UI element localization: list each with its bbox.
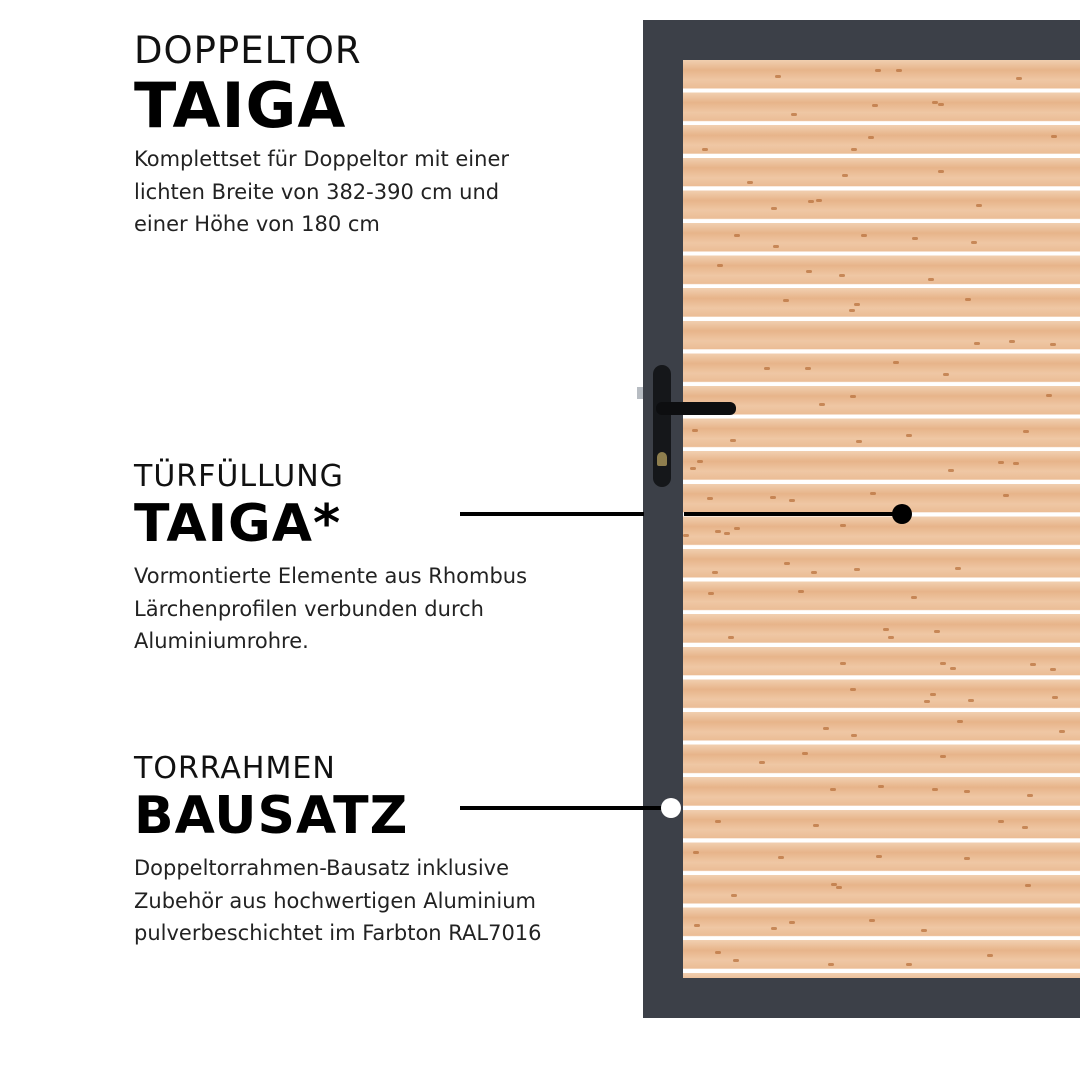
wood-knot	[791, 113, 797, 116]
wood-knot	[1009, 340, 1015, 343]
wood-knot	[868, 136, 874, 139]
wood-knot	[1059, 730, 1065, 733]
wood-knot	[940, 662, 946, 665]
wood-knot	[707, 497, 713, 500]
description-line: Komplettset für Doppeltor mit einer	[134, 147, 510, 171]
wood-knot	[964, 857, 970, 860]
wood-knot	[869, 919, 875, 922]
wood-knot	[764, 367, 770, 370]
wood-knot	[896, 69, 902, 72]
wood-knot	[870, 492, 876, 495]
wood-knot	[851, 734, 857, 737]
callout-line-rahmen	[460, 806, 662, 810]
wood-knot	[783, 299, 789, 302]
description-line: einer Höhe von 180 cm	[134, 212, 380, 236]
tuerfuellung-kicker: TÜRFÜLLUNG	[134, 459, 344, 494]
description-line: pulverbeschichtet im Farbton RAL7016	[134, 921, 542, 945]
wood-knot	[968, 699, 974, 702]
wood-knot	[854, 568, 860, 571]
wood-knot	[940, 755, 946, 758]
wood-knot	[998, 461, 1004, 464]
wood-knot	[850, 688, 856, 691]
wood-knot	[850, 395, 856, 398]
wood-knot	[806, 270, 812, 273]
wood-knot	[734, 234, 740, 237]
wood-knot	[1003, 494, 1009, 497]
handle-plate	[653, 365, 671, 487]
wood-knot	[928, 278, 934, 281]
wood-knot	[730, 439, 736, 442]
wood-knot	[1027, 794, 1033, 797]
wood-knot	[965, 298, 971, 301]
wood-knot	[842, 174, 848, 177]
wood-knot	[836, 886, 842, 889]
wood-knot	[883, 628, 889, 631]
wood-knot	[840, 524, 846, 527]
torrahmen-description	[134, 852, 542, 950]
wood-knot	[888, 636, 894, 639]
wood-knot	[856, 440, 862, 443]
wood-knot	[733, 959, 739, 962]
wood-knot	[1016, 77, 1022, 80]
wood-knot	[775, 75, 781, 78]
wood-knot	[798, 590, 804, 593]
description-line: Zubehör aus hochwertigen Aluminium	[134, 888, 536, 913]
wood-knot	[906, 434, 912, 437]
wood-knot	[976, 204, 982, 207]
wood-knot	[1022, 826, 1028, 829]
wood-knot	[694, 924, 700, 927]
lock-cylinder	[657, 452, 667, 466]
wood-knot	[934, 630, 940, 633]
torrahmen-kicker: TORRAHMEN	[134, 751, 336, 786]
wood-knot	[697, 460, 703, 463]
wood-knot	[938, 170, 944, 173]
wood-knot	[805, 367, 811, 370]
doppeltor-headline: TAIGA	[134, 69, 347, 142]
wood-knot	[1050, 343, 1056, 346]
wood-knot	[930, 693, 936, 696]
wood-knot	[813, 824, 819, 827]
wood-knot	[811, 571, 817, 574]
wood-knot	[932, 788, 938, 791]
wood-knot	[715, 951, 721, 954]
wood-knot	[840, 662, 846, 665]
wood-knot	[819, 403, 825, 406]
doppeltor-kicker: DOPPELTOR	[134, 29, 362, 72]
wood-knot	[808, 200, 814, 203]
wood-knot	[728, 636, 734, 639]
wood-knot	[778, 856, 784, 859]
wood-knot	[998, 820, 1004, 823]
wood-knot	[893, 361, 899, 364]
doppeltor-description	[134, 143, 509, 241]
wood-knot	[1046, 394, 1052, 397]
wood-knot	[1050, 668, 1056, 671]
wood-knot	[789, 921, 795, 924]
wood-knot	[830, 788, 836, 791]
wood-knot	[964, 790, 970, 793]
wood-knot	[875, 69, 881, 72]
wood-knot	[924, 700, 930, 703]
wood-knot	[950, 667, 956, 670]
wood-knot	[692, 429, 698, 432]
tuerfuellung-headline: TAIGA*	[134, 494, 342, 554]
wood-knot	[872, 104, 878, 107]
wood-knot	[731, 894, 737, 897]
wood-knot	[712, 571, 718, 574]
wood-knot	[948, 469, 954, 472]
wood-knot	[724, 532, 730, 535]
wood-knot	[911, 596, 917, 599]
doppeltor-section	[134, 29, 510, 241]
wood-knot	[851, 148, 857, 151]
callout-line-fuellung-left	[460, 512, 644, 516]
wood-knot	[987, 954, 993, 957]
wood-knot	[854, 303, 860, 306]
description-line: Doppeltorrahmen-Bausatz inklusive	[134, 856, 510, 880]
description-line: Aluminiumrohre.	[134, 629, 309, 653]
door-handle	[656, 402, 736, 415]
wood-knot	[1030, 663, 1036, 666]
wood-knot	[1051, 135, 1057, 138]
wood-knot	[759, 761, 765, 764]
wood-knot	[1013, 462, 1019, 465]
wood-knot	[876, 855, 882, 858]
wood-knot	[839, 274, 845, 277]
hinge-pin	[637, 387, 643, 399]
wood-knot	[828, 963, 834, 966]
wood-knot	[878, 785, 884, 788]
tuerfuellung-description	[134, 560, 527, 658]
wood-knot	[770, 496, 776, 499]
description-line: Vormontierte Elemente aus Rhombus	[134, 564, 528, 588]
tuerfuellung-section	[134, 459, 528, 658]
torrahmen-section	[134, 751, 542, 950]
description-line: Lärchenprofilen verbunden durch	[134, 596, 484, 621]
wood-knot	[816, 199, 822, 202]
callout-dot-fuellung	[892, 504, 912, 524]
wood-knot	[938, 103, 944, 106]
wood-knot	[921, 929, 927, 932]
wood-knot	[717, 264, 723, 267]
wood-knot	[943, 373, 949, 376]
wood-knot	[715, 820, 721, 823]
wood-knot	[1023, 430, 1029, 433]
wood-knot	[1025, 884, 1031, 887]
wood-knot	[957, 720, 963, 723]
wood-knot	[861, 234, 867, 237]
wood-knot	[831, 883, 837, 886]
wood-knot	[955, 567, 961, 570]
wood-knot	[802, 752, 808, 755]
wood-knot	[683, 534, 689, 537]
wood-knot	[747, 181, 753, 184]
wood-knot	[773, 245, 779, 248]
wood-knot	[715, 530, 721, 533]
wood-knot	[823, 727, 829, 730]
wood-knot	[971, 241, 977, 244]
description-line: lichten Breite von 382-390 cm und	[134, 179, 500, 204]
wood-knot	[849, 309, 855, 312]
wood-knot	[1052, 696, 1058, 699]
wood-knot	[690, 467, 696, 470]
wood-knot	[784, 562, 790, 565]
wood-knot	[693, 851, 699, 854]
torrahmen-headline: BAUSATZ	[134, 786, 409, 846]
wood-knot	[789, 499, 795, 502]
wood-knot	[906, 963, 912, 966]
wood-knot	[912, 237, 918, 240]
wood-knot	[771, 207, 777, 210]
wood-knot	[702, 148, 708, 151]
callout-dot-rahmen	[661, 798, 681, 818]
wood-knot	[974, 342, 980, 345]
callout-line-fuellung-right	[684, 512, 902, 516]
wood-knot	[708, 592, 714, 595]
wood-slat-panel	[683, 60, 1080, 978]
wood-knot	[734, 527, 740, 530]
wood-knot	[771, 927, 777, 930]
